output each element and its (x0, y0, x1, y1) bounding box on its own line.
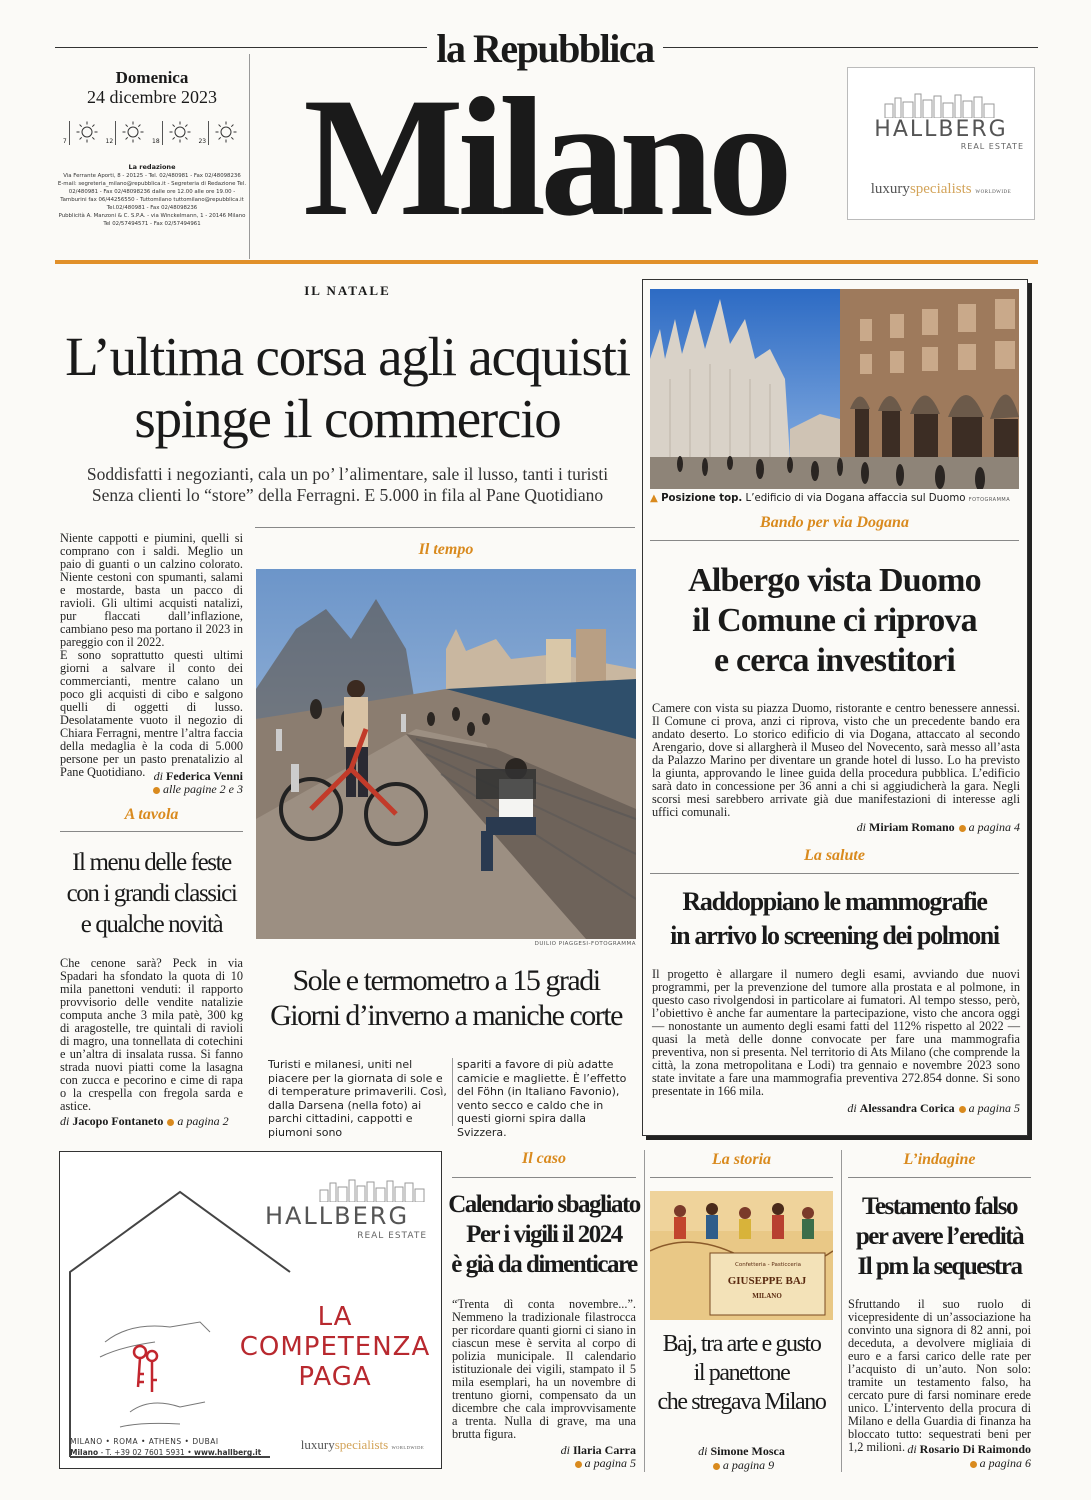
weather-cell (152, 119, 195, 145)
bottom-divider-1 (644, 1150, 645, 1472)
redazione-line: Tel.02/480981 - Fax 02/48098236 (106, 205, 198, 211)
salute-by-prefix: di (847, 1101, 857, 1115)
bullet-dot-icon (959, 825, 966, 832)
ad-slogan-line-2: COMPETENZA (239, 1332, 431, 1362)
weather-cell (106, 119, 149, 145)
indagine-rule (848, 1177, 1031, 1178)
weather-cell (63, 119, 102, 145)
tempo-col-1: Turisti e milanesi, uniti nel piacere per la giornata di sole e di temperature primaverili. Così, dalla Darsena (nella foto) ai parchi cittadini, cappotti e piumoni sono (268, 1058, 447, 1139)
duomo-photo[interactable] (650, 289, 1019, 489)
sun-icon (211, 119, 241, 145)
ad-contact-city: Milano (70, 1448, 99, 1457)
tagline-luxury: luxury (870, 181, 910, 197)
caso-headline-line-2: Per i vigili il 2024 (466, 1221, 622, 1248)
indagine-headline-line-2: per avere l’eredità (855, 1223, 1024, 1250)
storia-ref-text: a pagina 9 (722, 1458, 775, 1472)
indagine-headline-line-3: Il pm la sequestra (857, 1253, 1022, 1280)
lead-headline-line-1: L’ultima corsa agli acquisti (65, 326, 630, 387)
lead-deck (55, 464, 640, 506)
storia-rule (650, 1177, 833, 1178)
tempo-col-2: spariti a favore di più adatte camicie e magliette. È l’effetto del Föhn (in Italiano Favonio), vento secco e caldo che in questi giorni spira dalla Svizzera. (457, 1058, 627, 1139)
bottom-divider-2 (841, 1150, 842, 1472)
skyline-icon (318, 1178, 428, 1202)
indagine-author: Rosario Di Raimondo (919, 1442, 1031, 1456)
tempo-headline (256, 963, 636, 1033)
skyline-icon (881, 92, 1001, 118)
indagine-ref-text: a pagina 6 (979, 1456, 1031, 1470)
storia-kicker: La storia (711, 1151, 772, 1168)
redazione-line: Via Ferrante Aporti, 8 - 20125 - Tel. 02/480981 - Fax 02/48098236 (63, 173, 241, 179)
ad-bottom-cities: MILANO • ROMA • ATHENS • DUBAI (70, 1437, 219, 1446)
dogana-by-prefix: di (856, 820, 866, 834)
baj-poster-image[interactable] (650, 1191, 833, 1320)
weather-cell (198, 119, 241, 145)
tavola-rule (60, 831, 243, 832)
indagine-kicker: L’indagine (903, 1151, 976, 1168)
lead-author: Federica Venni (166, 769, 243, 783)
storia-page-ref[interactable] (650, 1458, 833, 1473)
salute-byline[interactable] (652, 1101, 1020, 1116)
tavola-author: Jacopo Fontaneto (72, 1114, 164, 1128)
weather-divider (115, 121, 116, 145)
redazione-line: Pubblicità A. Manzoni & C. S.P.A. - via Winckelmann, 1 - 20146 Milano (58, 213, 246, 219)
bullet-dot-icon (167, 1119, 174, 1126)
weather-temp: 23 (198, 138, 207, 145)
tagline-specialists: specialists (334, 1437, 389, 1452)
tempo-kicker: Il tempo (418, 541, 474, 558)
ad-bottom-tagline (285, 1437, 440, 1453)
weather-temp: 7 (62, 138, 67, 145)
tempo-headline-line-1: Sole e termometro a 15 gradi (292, 964, 600, 997)
tagline-specialists: specialists (909, 181, 972, 197)
salute-headline-line-1: Raddoppiano le mammografie (682, 887, 987, 916)
poster-shop-line-1: Confetteria - Pasticceria (735, 1262, 801, 1268)
bullet-dot-icon (153, 787, 160, 794)
caso-headline-line-1: Calendario sbagliato (448, 1191, 640, 1218)
bullet-dot-icon (713, 1463, 720, 1470)
tempo-headline-line-2: Giorni d’inverno a maniche corte (270, 999, 622, 1032)
tavola-headline-line-1: Il menu delle feste (72, 849, 231, 876)
tavola-by-prefix: di (60, 1114, 70, 1128)
tempo-photo-credit: DUILIO PIAGGESI-FOTOGRAMMA (534, 941, 636, 947)
caso-kicker: Il caso (522, 1150, 566, 1167)
date-label: 24 dicembre 2023 (87, 87, 217, 107)
salute-ref-text: a pagina 5 (968, 1101, 1020, 1115)
indagine-body: Sfruttando il suo ruolo di vicepresidente di un’associazione ha convinto una signora di 82 anni, poi deceduta, a devolvere migliaia di euro e a farsi carico delle rate per l’acquisto di un’auto. Non solo: tramite un testamento falso, ha cercato pure di farsi nominare erede unico. L’intervento della procura di Milano e della Guardia di finanza ha bloccato tutto: sequestrati beni per 1,2 milioni. (848, 1297, 1031, 1454)
ad-contact-phone: - T. +39 02 7601 5931 • (100, 1448, 192, 1457)
caso-rule (452, 1177, 636, 1178)
caso-by-prefix: di (560, 1443, 571, 1457)
dogana-headline-line-3: e cerca investitori (714, 642, 955, 679)
ad-bottom-brand: HALLBERG (264, 1202, 410, 1230)
indagine-byline (848, 1442, 1031, 1457)
bullet-dot-icon (970, 1461, 977, 1468)
ad-bottom-slogan (230, 1302, 440, 1392)
ad-top-sub: REAL ESTATE (960, 142, 1024, 151)
redazione-title: La redazione (128, 163, 176, 171)
weather-temp: 18 (152, 138, 160, 145)
storia-headline-line-1: Baj, tra arte e gusto (662, 1331, 821, 1357)
redazione-line: E-mail: segreteria_milano@repubblica.it - Segreteria di Redazione Tel. (57, 181, 247, 187)
redazione-line: 02/480981 - Fax 02/48098236 dalle ore 12.00 alle ore 19.00 - (68, 189, 236, 195)
tagline-luxury: luxury (300, 1437, 335, 1452)
storia-headline-line-2: il panettone (693, 1360, 790, 1386)
caso-headline (447, 1190, 641, 1280)
poster-shop-line-2: GIUSEPPE BAJ (727, 1275, 807, 1287)
lead-deck-line-1: Soddisfatti i negozianti, cala un po’ l’alimentare, sale il lusso, tanti i turisti (86, 464, 609, 484)
dogana-headline-line-1: Albergo vista Duomo (688, 562, 981, 599)
lead-ref-text: alle pagine 2 e 3 (163, 782, 243, 796)
redazione-line: Tamburini fax 06/44256550 - Tuttomilano tuttomilano@repubblica.it (60, 197, 244, 203)
bullet-dot-icon (575, 1461, 582, 1468)
sun-icon (118, 119, 148, 145)
ad-bottom-hallberg[interactable] (59, 1151, 442, 1469)
dogana-photo-credit: FOTOGRAMMA (968, 497, 1011, 503)
dogana-byline[interactable] (652, 820, 1020, 835)
lead-page-ref[interactable] (60, 782, 243, 797)
tavola-byline[interactable] (60, 1114, 243, 1129)
poster-shop-line-3: MILANO (752, 1292, 782, 1300)
masthead-rule-right (663, 47, 1038, 48)
masthead-orange-bar (55, 260, 1038, 264)
caso-page-ref[interactable] (452, 1456, 636, 1471)
salute-kicker: La salute (804, 847, 865, 864)
tavola-ref-text: a pagina 2 (177, 1114, 229, 1128)
date-box (55, 54, 250, 259)
indagine-page-ref[interactable] (848, 1456, 1031, 1471)
ad-top-brand: HALLBERG (874, 117, 1008, 142)
section-label: IL NATALE (304, 283, 391, 298)
lead-body: Niente cappotti e piumini, quelli si comprano con i saldi. Meglio un paio di guanti o un calzino colorato. Niente cestoni con spumanti, salami e mostarde, basta un pacco di ravioli. Gli ultimi acquisti natalizi, pur flaccati dall’inflazione, cambiano peso ma portano il 2023 in pareggio con il 2022. E sono soprattutto questi ultimi giorni a salvare il conto dei commercianti, mentre calano un poco gli acquisti di cibo e salgono quelli di oggetti di lusso. Desolatamente vuoto il negozio di Chiara Ferragni, mentre l’altra faccia della medaglia è la coda di 5.000 persone per un pasto prenatalizio al Pane Quotidiano. (60, 531, 243, 779)
storia-author: Simone Mosca (710, 1444, 785, 1458)
ad-website-link[interactable]: www.hallberg.it (194, 1448, 262, 1457)
ad-top-hallberg[interactable] (847, 67, 1035, 220)
dogana-rule (650, 540, 1019, 541)
weather-divider (208, 121, 209, 145)
masthead-rule-left (55, 47, 427, 48)
dogana-body: Camere con vista su piazza Duomo, ristorante e centro benessere annessi. Il Comune ci prova, anzi ci riprova, visto che un precedente bando era andato deserto. Lo storico edificio di via Dogana, attaccato al secondo Arengario, dove si allargherà il Museo del Novecento, sarà messo all’asta da Palazzo Marino per diventare un grande hotel di lusso. Lo ha previsto la giunta, approvando le linee guida della procedura pubblica. L’edificio sarà dato in concessione per 36 anni a chi si aggiudicherà la gara. Negli scorsi mesi sarebbero arrivate già due manifestazioni di interesse agli uffici comunali. (652, 701, 1020, 819)
bullet-dot-icon (959, 1106, 966, 1113)
caption-triangle-icon: ▲ (650, 493, 658, 504)
dogana-ref-text: a pagina 4 (968, 820, 1020, 834)
tagline-worldwide: WORLDWIDE (391, 1445, 425, 1450)
storia-headline (645, 1330, 838, 1417)
tavola-headline (55, 847, 248, 940)
lead-by-prefix: di (153, 769, 163, 783)
dogana-headline (645, 561, 1024, 681)
ad-bottom-contact (70, 1448, 290, 1457)
indagine-headline-line-1: Testamento falso (862, 1193, 1017, 1220)
redazione-line: Tel 02/57494571 - Fax 02/57494961 (103, 221, 201, 227)
dogana-caption-bold: Posizione top. (661, 493, 743, 504)
dogana-caption (650, 493, 1022, 504)
tagline-worldwide: WORLDWIDE (975, 190, 1012, 195)
salute-body: Il progetto è allargare il numero degli esami, avviando due nuovi programmi, per la prevenzione del tumore alla prostata e al polmone, in questo caso rivolgendosi in particolare ai fumatori. Al tempo stesso, però, l’obiettivo è anche far aumentare la partecipazione, visto che ancora oggi — nonostante un aumento degli esami fatti del 112% rispetto al 2022 — quasi la metà delle donne convocate per fare una mammografia preventiva, non si presenta. Nel territorio di Ats Milano (che comprende la città, la zona metropolitana e Lodi) tra gennaio e novembre 2023 sono state invitate a fare una mammografia preventiva 272.854 donne. Si sono presentate in 166 mila. (652, 967, 1020, 1098)
caso-ref-text: a pagina 5 (584, 1456, 636, 1470)
ad-slogan-line-3: PAGA (298, 1362, 372, 1392)
weather-divider (162, 121, 163, 145)
salute-headline-line-2: in arrivo lo screening dei polmoni (670, 921, 999, 950)
weather-divider (69, 121, 70, 145)
darsena-photo[interactable] (256, 569, 636, 939)
sun-icon (165, 119, 195, 145)
tavola-body: Che cenone sarà? Peck in via Spadari ha sfondato la quota di 10 mila panettoni venduti: il rapporto provvisorio delle vendite natalizie computa anche 3 mila patè, 300 kg di aragostelle, tre quintali di ravioli di magro, una tonnellata di cotechini e un’altra di insalata russa. Si fanno strada nuovi piatti come la lasagna con zucca e pecorino e cime di rapa o la crespella con fregola sarda e astice. (60, 956, 243, 1113)
caso-author: Ilaria Carra (573, 1443, 636, 1457)
lead-deck-line-2: Senza clienti lo “store” della Ferragni. E 5.000 in fila al Pane Quotidiano (91, 485, 604, 505)
dogana-author: Miriam Romano (869, 820, 955, 834)
storia-by-prefix: di (698, 1444, 708, 1458)
edition-title: Milano (303, 63, 787, 251)
storia-headline-line-3: che stregava Milano (657, 1389, 826, 1415)
tavola-headline-line-2: con i grandi classici (66, 880, 237, 907)
newspaper-logo[interactable]: la Repubblica (436, 26, 654, 71)
caso-headline-line-3: è già da dimenticare (451, 1251, 637, 1278)
tavola-headline-line-3: e qualche novità (80, 911, 223, 938)
sun-icon (72, 119, 102, 145)
lead-rule (255, 527, 635, 528)
indagine-by-prefix: di (907, 1442, 917, 1456)
ad-slogan-line-1: LA (317, 1302, 353, 1332)
salute-headline (645, 885, 1024, 953)
lead-headline-line-2: spinge il commercio (134, 388, 561, 449)
caso-body: “Trenta dì conta novembre...”. Nemmeno la tradizionale filastrocca per ricordare quanti giorni ci siano in ciascun mese è servita al corpo di polizia municipale. Il calendario istituzionale dei vigili, stampato il 5 mila esemplari, ha un novembre di trentuno giorni, compensato da un dicembre che cala improvvisamente a trenta. Nulla di grave, ma una brutta figura. (452, 1297, 636, 1441)
lead-headline (40, 326, 655, 450)
day-label: Domenica (115, 68, 189, 87)
tavola-kicker: A tavola (124, 806, 179, 823)
salute-rule (650, 873, 1019, 874)
dogana-kicker: Bando per via Dogana (760, 514, 909, 531)
salute-author: Alessandra Corica (859, 1101, 955, 1115)
ad-bottom-sub: REAL ESTATE (357, 1231, 427, 1241)
dogana-headline-line-2: il Comune ci riprova (692, 602, 977, 639)
weather-temp: 12 (105, 138, 114, 145)
weather-strip (61, 119, 243, 145)
dogana-caption-text: L’edificio di via Dogana affaccia sul Duomo (745, 493, 966, 504)
ad-top-tagline (848, 181, 1034, 198)
storia-byline (650, 1444, 833, 1459)
redazione-info (55, 172, 249, 228)
indagine-headline (843, 1192, 1036, 1282)
tempo-col-divider (452, 1058, 453, 1126)
